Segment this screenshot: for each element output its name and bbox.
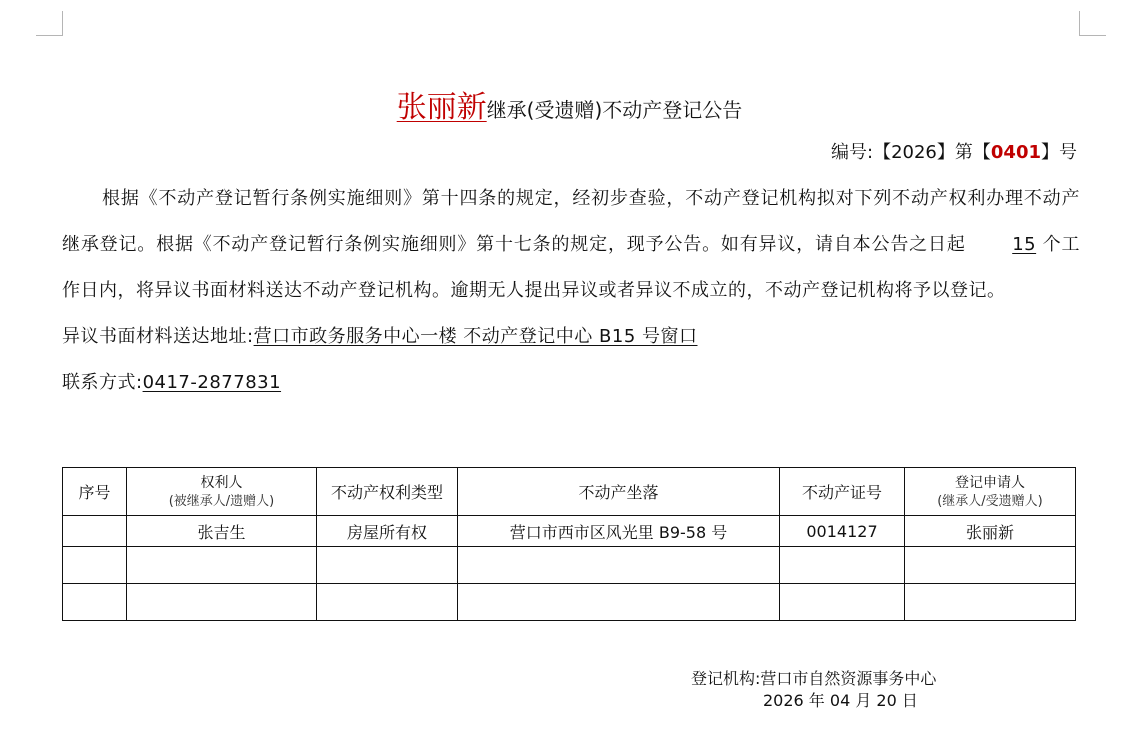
cell-location [458,584,780,621]
table-row [63,516,1076,547]
serial-suffix: 】号 [1041,142,1077,163]
header-applicant-sub: (继承人/受遗赠人) [937,493,1043,509]
header-applicant-main: 登记申请人 [955,474,1025,491]
header-cert-no: 不动产证号 [780,468,905,516]
cell-cert-no [780,584,905,621]
table-row [63,584,1076,621]
serial-number-line [831,140,1077,166]
cell-location: 营口市西市区风光里 B9-58 号 [458,516,780,547]
cell-seq [63,516,127,547]
title-name: 张丽新 [396,90,487,125]
paragraph-text-end: 个工作日内，将异议书面材料送达不动产登记机构。逾期无人提出异议或者异议不成立的，不动产登记机构将予以登记。 [62,234,1081,301]
header-right-type: 不动产权利类型 [317,468,458,516]
cell-holder [127,547,317,584]
paragraph-text: 根据《不动产登记暂行条例实施细则》第十四条的规定，经初步查验，不动产登记机构拟对下列不动产权利办理不动产继承登记。根据《不动产登记暂行条例实施细则》第十七条的规定，现予公告。如有异议，请自本公告之日起 [62,188,1080,255]
registration-table [62,467,1076,621]
page-corner-mark-top-left [36,11,63,36]
cell-location [458,547,780,584]
cell-holder: 张吉生 [127,516,317,547]
address-label: 异议书面材料送达地址: [62,326,254,347]
header-location: 不动产坐落 [458,468,780,516]
notice-date: 2026 年 04 月 20 日 [763,691,918,710]
header-holder [127,468,317,516]
table-row [63,547,1076,584]
contact-value: 0417-2877831 [142,372,282,393]
cell-seq [63,584,127,621]
contact-line [62,360,1080,406]
serial-number: 0401 [990,142,1041,163]
objection-days: 15 [1012,234,1037,255]
contact-label: 联系方式: [62,372,143,393]
header-applicant [905,468,1076,516]
cell-seq [63,547,127,584]
page-corner-mark-top-right [1079,11,1106,36]
notice-paragraph [62,176,1080,314]
notice-title [0,86,1139,134]
cell-applicant: 张丽新 [905,516,1076,547]
address-line [62,314,1080,360]
table-header-row [63,468,1076,516]
cell-holder [127,584,317,621]
serial-prefix: 编号:【2026】第【 [831,142,991,163]
title-text: 继承(受遗赠)不动产登记公告 [486,98,743,122]
cell-cert-no: 0014127 [780,516,905,547]
cell-right-type [317,547,458,584]
cell-applicant [905,547,1076,584]
notice-body [62,176,1080,406]
header-holder-sub: (被继承人/遗赠人) [168,493,275,509]
registration-org: 登记机构:营口市自然资源事务中心 [691,669,937,688]
address-value: 营口市政务服务中心一楼 不动产登记中心 B15 号窗口 [253,326,698,347]
header-holder-main: 权利人 [200,474,243,491]
cell-right-type: 房屋所有权 [317,516,458,547]
cell-right-type [317,584,458,621]
cell-cert-no [780,547,905,584]
header-seq: 序号 [63,468,127,516]
cell-applicant [905,584,1076,621]
notice-footer [691,668,936,712]
